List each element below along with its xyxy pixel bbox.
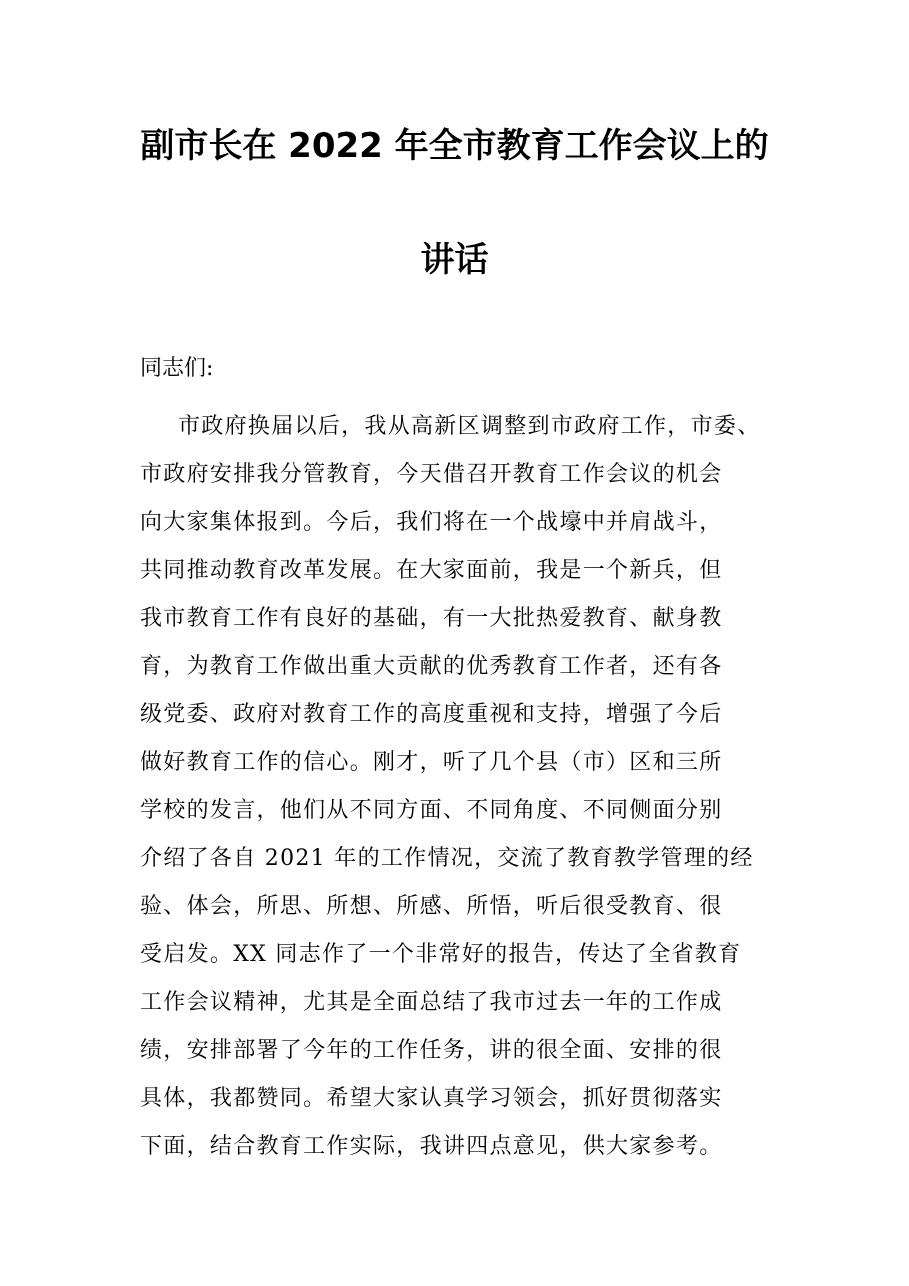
- body-line: 级党委、政府对教育工作的高度重视和支持，增强了今后: [140, 702, 723, 727]
- body-line: 我市教育工作有良好的基础，有一大批热爱教育、献身教: [140, 606, 723, 631]
- body-line: 做好教育工作的信心。刚才，听了几个县（市）区和三所: [140, 750, 723, 775]
- body-line: 下面，结合教育工作实际，我讲四点意见，供大家参考。: [140, 1134, 723, 1159]
- body-line: 育，为教育工作做出重大贡献的优秀教育工作者，还有各: [140, 654, 723, 679]
- body-line: 市政府换届以后，我从高新区调整到市政府工作，市委、: [178, 414, 761, 439]
- body-line: 学校的发言，他们从不同方面、不同角度、不同侧面分别: [140, 798, 723, 823]
- document-title-line-1: 副市长在 2022 年全市教育工作会议上的: [140, 126, 769, 166]
- body-line: 共同推动教育改革发展。在大家面前，我是一个新兵，但: [140, 558, 723, 583]
- body-line: 向大家集体报到。今后，我们将在一个战壕中并肩战斗，: [140, 510, 723, 535]
- body-line: 绩，安排部署了今年的工作任务，讲的很全面、安排的很: [140, 1038, 723, 1063]
- document-title-line-2: 讲话: [420, 240, 489, 280]
- body-line: 介绍了各自 2021 年的工作情况，交流了教育教学管理的经: [140, 846, 754, 871]
- body-line: 工作会议精神，尤其是全面总结了我市过去一年的工作成: [140, 990, 723, 1015]
- body-line: 受启发。XX 同志作了一个非常好的报告，传达了全省教育: [140, 942, 742, 967]
- body-line: 具体，我都赞同。希望大家认真学习领会，抓好贯彻落实: [140, 1086, 723, 1111]
- body-line: 市政府安排我分管教育，今天借召开教育工作会议的机会: [140, 462, 723, 487]
- salutation: 同志们:: [140, 356, 214, 381]
- body-line: 验、体会，所思、所想、所感、所悟，听后很受教育、很: [140, 894, 723, 919]
